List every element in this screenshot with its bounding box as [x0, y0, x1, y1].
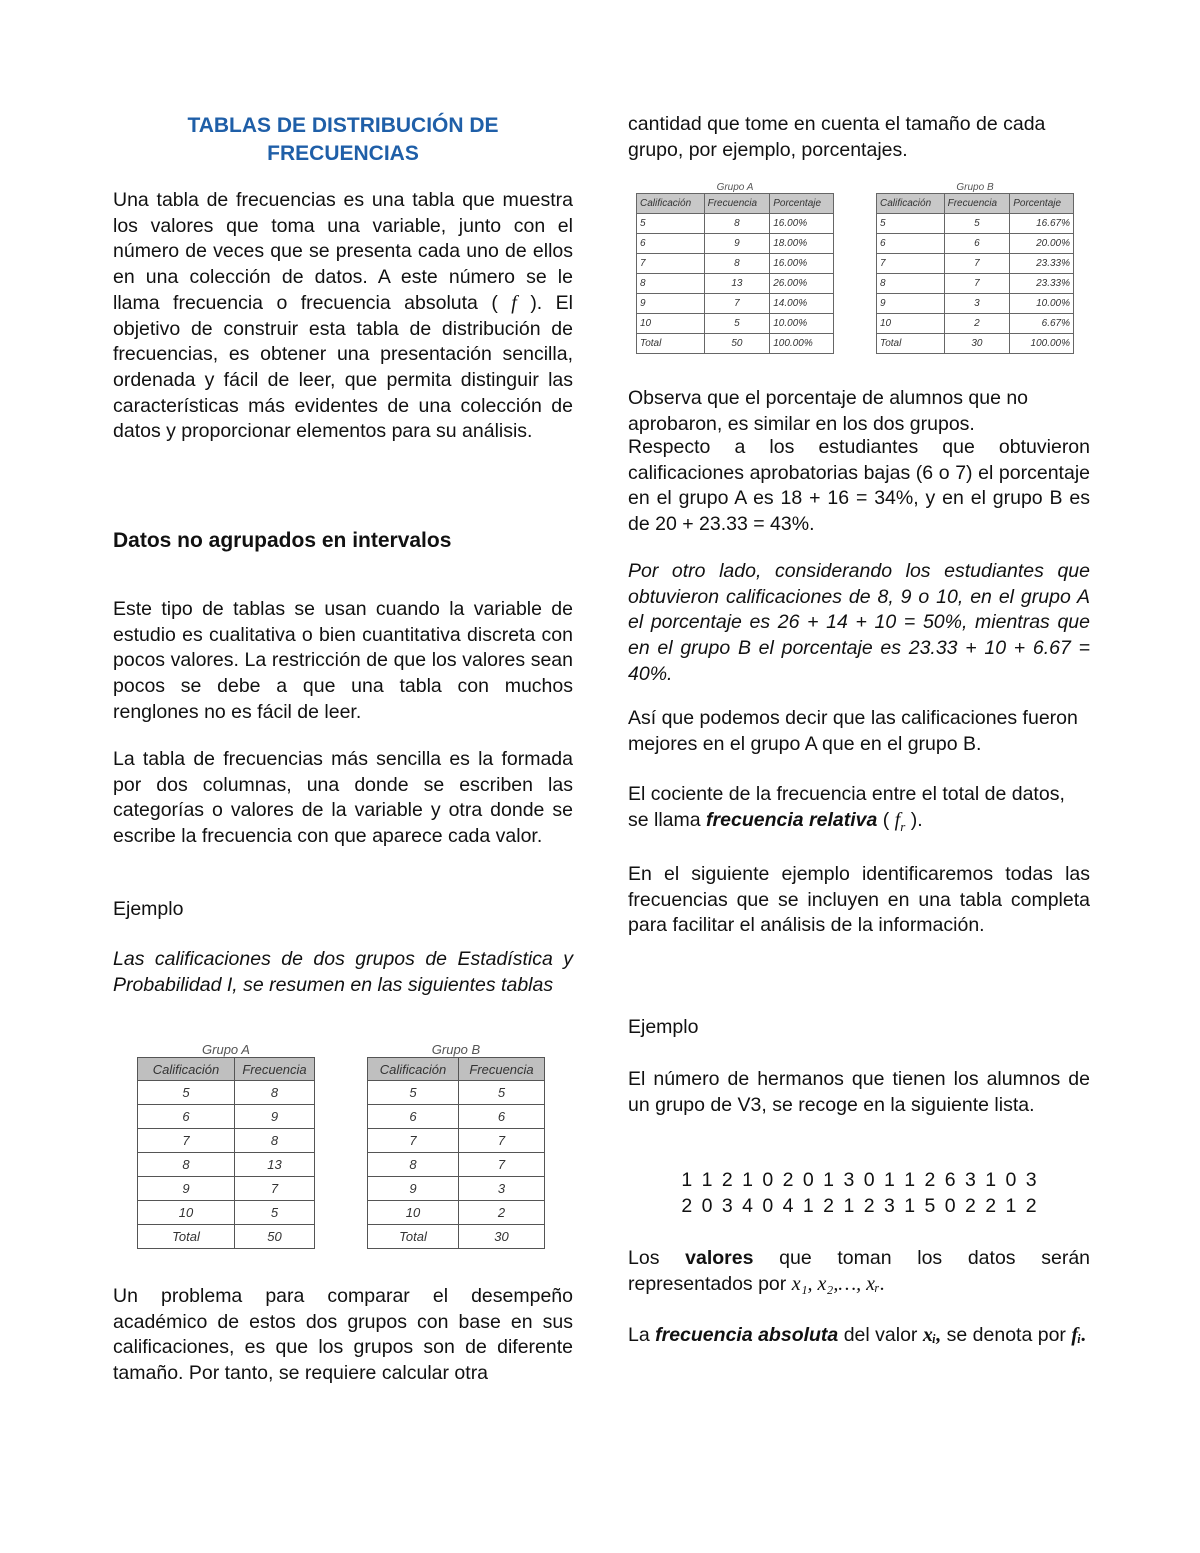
intro-text-start: Una tabla de frecuencias es una tabla que muestra los valores que toma una variable, junto con el número de veces que se presenta cada uno de ellos en una colección de datos. A este número se le llama frecuencia o frecuencia absoluta (	[113, 189, 573, 314]
table-row: 7 8	[138, 1129, 315, 1153]
table-header: Porcentaje	[1010, 194, 1074, 214]
table-row-total: Total 30 100.00%	[877, 334, 1074, 354]
table-caption: Grupo A	[716, 182, 754, 193]
table-header: Calificación	[138, 1058, 235, 1081]
table-row: 6 9	[138, 1105, 315, 1129]
text: El cociente de la frecuencia entre el total de datos, se llama	[628, 783, 1065, 831]
table-row: 7 8 16.00%	[637, 254, 834, 274]
text: se denota por	[946, 1324, 1066, 1346]
table-row-total: Total 30	[368, 1225, 545, 1249]
data-list-line-1: 1 1 2 1 0 2 0 1 3 0 1 1 2 6 3 1 0 3	[681, 1169, 1037, 1191]
paragraph-valores	[628, 1246, 1090, 1297]
table-caption: Grupo A	[202, 1042, 250, 1057]
intro-text-end: ). El objetivo de construir esta tabla de distribución de frecuencias, es obtener una presentación sencilla, ordenada y fácil de leer, que permita distinguir las características más evidentes de una colección de datos y proporcionar elementos para su análisis.	[113, 291, 574, 443]
table-caption: Grupo B	[431, 1042, 481, 1057]
table-caption: Grupo B	[956, 182, 994, 193]
table-row: 10 5	[138, 1201, 315, 1225]
table-header: Calificación	[877, 194, 945, 214]
table-header: Calificación	[368, 1058, 459, 1081]
text: Los	[628, 1247, 660, 1269]
paragraph-frecuencia-absoluta	[628, 1323, 1090, 1349]
table-row: 5 5	[368, 1081, 545, 1105]
table-row: 5 5 16.67%	[877, 214, 1074, 234]
table-row: 10 2 6.67%	[877, 314, 1074, 334]
table-row-total: Total 50 100.00%	[637, 334, 834, 354]
intro-paragraph	[113, 188, 573, 445]
paragraph-asi-que: Así que podemos decir que las calificaciones fueron mejores en el grupo A que en el grupo B.	[628, 707, 1078, 755]
table-grupo-a-simple	[137, 1042, 315, 1249]
math-fi: fᵢ.	[1071, 1324, 1087, 1346]
table-row: 5 8	[138, 1081, 315, 1105]
data-list-line-2: 2 0 3 4 0 4 1 2 1 2 3 1 5 0 2 2 1 2	[681, 1195, 1037, 1217]
paragraph-calificaciones: Las calificaciones de dos grupos de Estadística y Probabilidad I, se resumen en las siguientes tablas	[113, 948, 573, 996]
table-row: 8 13 26.00%	[637, 274, 834, 294]
term-frecuencia-absoluta: frecuencia absoluta	[655, 1324, 839, 1346]
paragraph-frecuencia-relativa: El cociente de la frecuencia entre el total de datos, se llama frecuencia relativa ( $f_r$ ).	[628, 783, 1065, 834]
table-header: Calificación	[637, 194, 705, 214]
section-heading: Datos no agrupados en intervalos	[113, 529, 452, 552]
page-title: TABLAS DE DISTRIBUCIÓN DE FRECUENCIAS	[187, 114, 499, 165]
table-row-total: Total 50	[138, 1225, 315, 1249]
paragraph-por-otro-lado: Por otro lado, considerando los estudiantes que obtuvieron calificaciones de 8, 9 o 10, en el grupo A el porcentaje es 26 + 14 + 10 = 50%, mientras que en el grupo B el porcentaje es 23.33 + 10 + 6.67 = 40%.	[628, 560, 1090, 685]
paragraph-tabla-sencilla: La tabla de frecuencias más sencilla es la formada por dos columnas, una donde se escriben las categorías o valores de la variable y otra donde se escribe la frecuencia con que aparece cada valor.	[113, 748, 573, 848]
table-row: 6 6	[368, 1105, 545, 1129]
table-row: 9 3 10.00%	[877, 294, 1074, 314]
table-row: 6 9 18.00%	[637, 234, 834, 254]
term-valores: valores	[685, 1247, 754, 1269]
table-row: 8 13	[138, 1153, 315, 1177]
table-header: Frecuencia	[459, 1058, 545, 1081]
table-row: 8 7 23.33%	[877, 274, 1074, 294]
math-xi: xᵢ,	[922, 1324, 942, 1346]
term-frecuencia-relativa: frecuencia relativa	[706, 808, 878, 831]
table-row: 8 7	[368, 1153, 545, 1177]
symbol-f: f	[511, 291, 517, 314]
text: del valor	[843, 1324, 918, 1346]
table-row: 5 8 16.00%	[637, 214, 834, 234]
paragraph-respecto: Respecto a los estudiantes que obtuvieron calificaciones aprobatorias bajas (6 o 7) el porcentaje en el grupo A es 18 + 16 = 34%, y en el grupo B es de 20 + 23.33 = 43%.	[628, 436, 1090, 536]
table-grupo-b-porcentaje	[876, 182, 1074, 354]
table-row: 10 5 10.00%	[637, 314, 834, 334]
ejemplo-label-2: Ejemplo	[628, 1016, 699, 1038]
paragraph-tipo-tablas: Este tipo de tablas se usan cuando la variable de estudio es cualitativa o bien cuantitativa discreta con pocos valores. La restricción de que los valores sean pocos se debe a que una tabla con muchos renglones no es fácil de leer.	[113, 598, 573, 723]
text: La	[628, 1324, 650, 1346]
table-grupo-b-simple	[367, 1042, 545, 1249]
table-header: Frecuencia	[944, 194, 1010, 214]
table-row: 10 2	[368, 1201, 545, 1225]
table-header: Porcentaje	[770, 194, 834, 214]
table-row: 9 3	[368, 1177, 545, 1201]
table-header: Frecuencia	[704, 194, 770, 214]
table-row: 9 7 14.00%	[637, 294, 834, 314]
symbol-f: f	[894, 808, 901, 831]
math-x-values: x₁, x₂,…, xᵣ.	[791, 1272, 885, 1295]
ejemplo-label: Ejemplo	[113, 898, 184, 920]
table-row: 7 7 23.33%	[877, 254, 1074, 274]
table-row: 6 6 20.00%	[877, 234, 1074, 254]
text: que toman los datos serán representados por	[628, 1247, 1091, 1295]
table-row: 7 7	[368, 1129, 545, 1153]
paragraph-porcentajes: cantidad que tome en cuenta el tamaño de cada grupo, por ejemplo, porcentajes.	[628, 113, 1046, 161]
table-grupo-a-porcentaje	[636, 182, 834, 354]
paragraph-observa: Observa que el porcentaje de alumnos que no aprobaron, es similar en los dos grupos.	[628, 387, 1029, 435]
paragraph-hermanos: El número de hermanos que tienen los alumnos de un grupo de V3, se recoge en la siguiente lista.	[628, 1068, 1090, 1116]
table-row: 9 7	[138, 1177, 315, 1201]
table-header: Frecuencia	[235, 1058, 315, 1081]
paragraph-problema: Un problema para comparar el desempeño académico de estos dos grupos con base en sus calificaciones, es que los grupos son de diferente tamaño. Por tanto, se requiere calcular otra	[113, 1285, 573, 1385]
symbol-subscript-r: r	[900, 818, 906, 834]
paragraph-siguiente-ejemplo: En el siguiente ejemplo identificaremos todas las frecuencias que se incluyen en una tabla completa para facilitar el análisis de la información.	[628, 863, 1090, 937]
